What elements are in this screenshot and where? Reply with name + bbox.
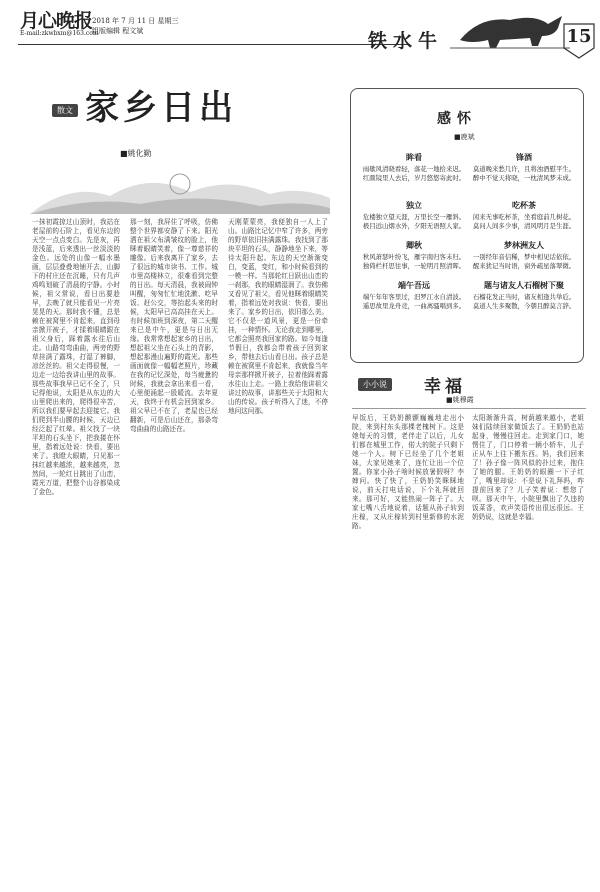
- article2-tag: 小小说: [358, 378, 392, 391]
- article1-col1: 一抹初霞掠过山顶时，我站在老屋前的石阶上，看见东边的天空一点点变白。先是灰，再是浅蓝，后来透出一丝淡淡的金色。远处的山像一幅水墨画，层层叠叠地铺开去，山脚下的村庄还在沉睡，只有几声鸡鸣划破了清晨的宁静。小时候，祖父常说，看日出要趁早，去晚了就只能看见一片亮晃晃的天。那时我不懂，总是赖在被窝里不肯起来，直到母亲掀开被子，才揉着眼睛跟在祖父身后，踩着露水往后山走。山路弯弯曲曲，两旁的野草挂满了露珠，打湿了裤脚，凉丝丝的。祖父走得很慢，一边走一边给我讲山里的故事。那些故事我早已记不全了，只记得他说，太阳是从东边的大山里爬出来的，爬得很辛苦，所以我们要早起去迎接它。我们爬到半山腰的时候，天边已经泛起了红晕。祖父找了一块平坦的石头坐下，把我搂在怀里，指着远处说：快看，要出来了。我瞪大眼睛，只见那一抹红越来越浓，越来越亮，忽然间，一轮红日跳出了山峦，霞光万道，把整个山谷都染成了金色。: [32, 218, 120, 496]
- editor-line: 组版编辑 程文斌: [92, 27, 144, 35]
- page-number-badge: [562, 22, 596, 56]
- poem-line: 秋风萧瑟叶纷飞，雁字南归客未归。: [362, 253, 466, 261]
- bull-illustration: [450, 6, 570, 52]
- poem-line: 危楼独立望天涯，万里长空一雁斜。: [362, 213, 466, 221]
- poem-line: 遥思故里龙舟竞，一曲离骚唱到多。: [362, 302, 466, 310]
- poem-title: 独立: [406, 200, 422, 210]
- poem-line: 莫道人生多聚散，今朝且醉莫言辞。: [472, 302, 576, 310]
- poem-line: 醉中不觉天将晓，一枕清风梦未成。: [472, 174, 576, 182]
- poem-title: 卿秋: [406, 240, 422, 250]
- poem-line: 莫道晚来愁几许，且将浊酒慰平生。: [472, 165, 576, 173]
- article1-col2: 那一刻，我屏住了呼吸，仿佛整个世界都安静了下来。阳光洒在祖父布满皱纹的脸上，他眯着眼睛笑着，像一尊慈祥的雕像。后来我离开了家乡，去了很远的城市读书、工作。城市里高楼林立，很难看到完整的日出。每天清晨，我被闹钟叫醒，匆匆忙忙地洗漱、吃早饭、赶公交，等抬起头来的时候，太阳早已高高挂在天上。有时候加班到深夜，第二天醒来已是中午，更是与日出无缘。我常常想起家乡的日出，想起祖父坐在石头上的背影，想起那漫山遍野的霞光。那些画面就像一幅幅老照片，珍藏在我的记忆深处，每当疲惫的时候，我就会拿出来看一看，心里便涌起一股暖流。去年夏天，我终于有机会回到家乡。祖父早已不在了，老屋也已经翻新，可是后山还在，那条弯弯曲曲的山路还在。: [130, 218, 218, 433]
- poem-line: 独倚栏杆思往事，一轮明月照清晖。: [362, 262, 466, 270]
- newspaper-logo: 月心晚报: [20, 10, 93, 32]
- poem-title: 端午吾远: [398, 280, 430, 290]
- article1-col3: 天刚蒙蒙亮，我便独自一人上了山。山路比记忆中窄了许多，两旁的野草依旧挂满露珠。我找到了那块平坦的石头，静静地坐下来，等待太阳升起。东边的天空渐渐变白，变蓝，变红，和小时候看到的一模一样。当那轮红日跃出山峦的一刹那，我的眼睛湿润了。我仿佛又看见了祖父，看见他眯着眼睛笑着，指着远处对我说：快看，要出来了。家乡的日出，依旧那么美。它不仅是一道风景，更是一份牵挂，一种情怀。无论我走到哪里，它都会照亮我回家的路。如今每逢节假日，我都会带着孩子回到家乡，带他去后山看日出。孩子总是赖在被窝里不肯起来，我就像当年母亲那样掀开被子，拉着他踩着露水往山上走。一路上我给他讲祖父讲过的故事，讲那些关于太阳和大山的传说。孩子听得入了迷，不停地问这问那。: [228, 218, 328, 415]
- article-title: 家乡日出: [85, 88, 237, 128]
- sunrise-banner: [30, 162, 330, 214]
- poem-line: 石榴花发正当时，诸友相逢共举卮。: [472, 293, 576, 301]
- header-rule: [18, 44, 410, 45]
- poem-line: 红颜镜里人去后，岁月悠悠寄此时。: [362, 174, 466, 182]
- poem-line: 端午年年客里过，汨罗江水自清波。: [362, 293, 466, 301]
- poem-title: 题与诸友人石榴树下聚: [484, 280, 564, 290]
- poem-author: ■鹿斌: [454, 133, 475, 141]
- article2-col2: 太阳渐渐升高，树荫越来越小，老姐妹们陆续回家做饭去了。王奶奶也站起身，慢慢往回走。走到家门口，她愣住了，门口停着一辆小轿车，儿子正从车上往下搬东西。妈，我们回来了！孙子像一阵风似的扑过来，抱住了她的腿。王奶奶的眼圈一下子红了，嘴里却说：不是说下礼拜吗，咋提前回来了？儿子笑着说：想您了呗。那天中午，小院里飘出了久违的饭菜香，欢声笑语传出很远很远。王奶奶说，这就是幸福。: [472, 414, 584, 521]
- poem-title: 梦林洲友人: [504, 240, 544, 250]
- issue-date: 2018 年 7 月 11 日: [92, 17, 156, 25]
- poem-line: 一别经年音信稀，梦中相见话依依。: [472, 253, 576, 261]
- poem-title: 眸看: [406, 152, 422, 162]
- poem-line: 莫问人间多少事，清风明月是生涯。: [472, 222, 576, 230]
- article-tag: 散文: [52, 104, 78, 117]
- poem-line: 雨歇风清晓看轻，落花一地拾来迟。: [362, 165, 466, 173]
- poem-title: 锋酒: [516, 152, 532, 162]
- poem-section-title: 感怀: [437, 111, 477, 127]
- poem-line: 醒来犹记当时语，窗外疏星落翠微。: [472, 262, 576, 270]
- email-line: E-mail:zkwbxm@163.com: [20, 30, 99, 37]
- article2-col1: 早饭后，王奶奶颤颤巍巍地走出小院，来到村东头那棵老槐树下。这是她每天的习惯，老伴走了以后，儿女们都在城里工作，偌大的院子只剩下她一个人。树下已经坐了几个老姐妹，大家见她来了，连忙让出一个位置。你家小孙子啥时候放暑假呀？李婶问。快了快了，王奶奶笑眯眯地说，前天打电话说，下个礼拜就回来。那可好，又能热闹一阵子了。大家七嘴八舌地说着，话题从孙子转到庄稼，又从庄稼转到村里新修的水泥路。: [352, 414, 464, 530]
- page-number: 15: [566, 26, 592, 47]
- article2-author: ■姚穆霞: [446, 396, 474, 404]
- poem-line: 极目远山烟水外，夕阳无语照人家。: [362, 222, 466, 230]
- article-author: ■姚化勤: [120, 149, 152, 158]
- issue-meta: [92, 16, 179, 36]
- article2-rule: [352, 408, 586, 409]
- issue-weekday: 星期三: [157, 17, 179, 25]
- poem-title: 吃杯茶: [512, 200, 536, 210]
- section-title: 铁水牛: [368, 30, 444, 52]
- poem-line: 闲来无事吃杯茶，坐看庭前几树花。: [472, 213, 576, 221]
- article2-title: 幸福: [424, 377, 466, 397]
